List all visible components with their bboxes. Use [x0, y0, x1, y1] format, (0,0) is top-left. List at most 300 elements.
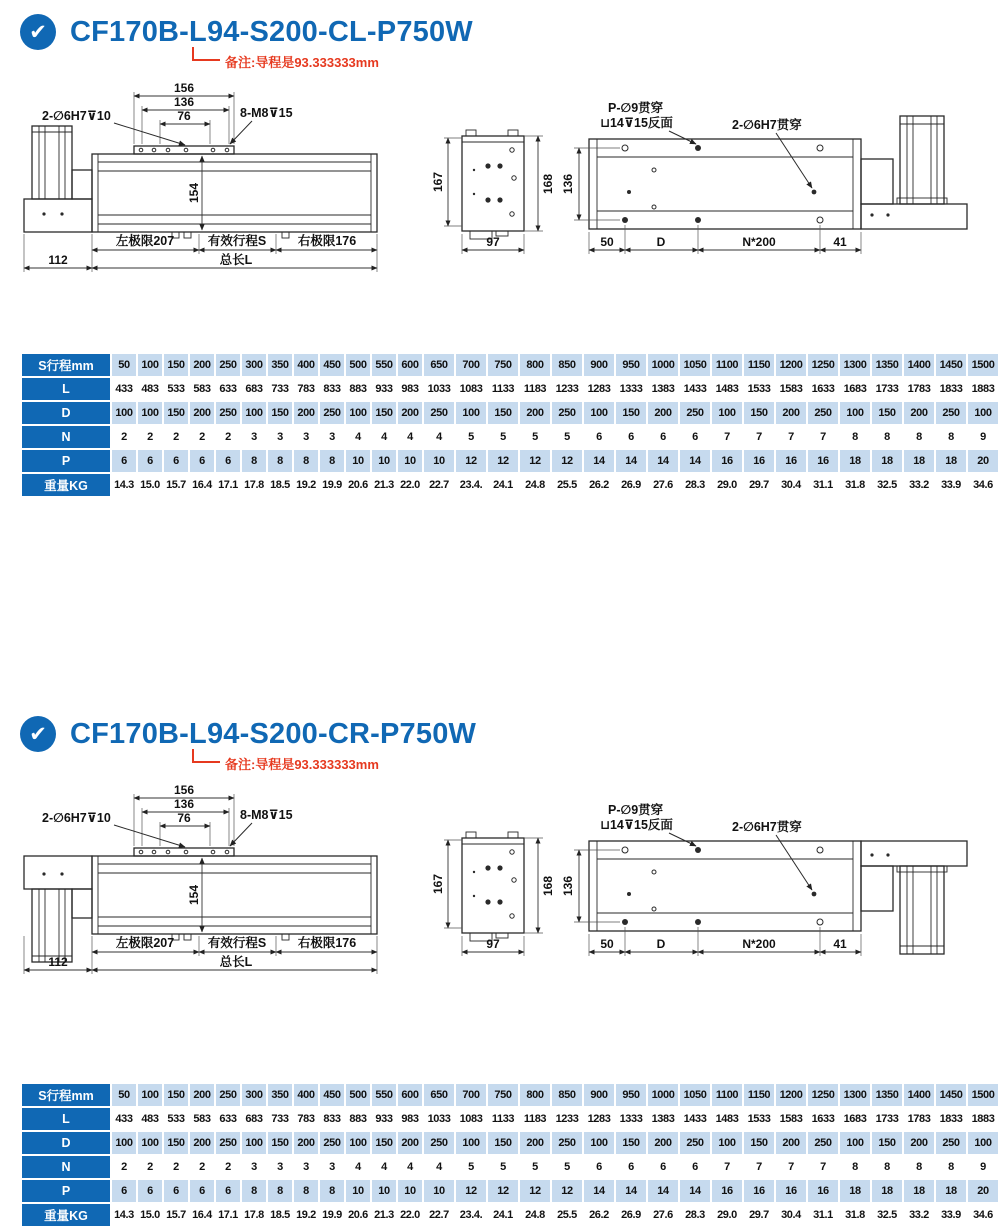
spec-cell: 100 [840, 402, 870, 424]
spec-cell: 26.9 [616, 474, 646, 496]
dim-136: 136 [173, 95, 195, 109]
spec-cell: 32.5 [872, 474, 902, 496]
dim-76: 76 [177, 811, 191, 825]
spec-cell: 18 [872, 450, 902, 472]
spec-cell: 800 [520, 354, 550, 376]
spec-cell: 1450 [936, 1084, 966, 1106]
dim-156: 156 [173, 783, 195, 797]
spec-cell: 100 [138, 1084, 162, 1106]
spec-cell: 12 [456, 1180, 486, 1202]
dim-N200: N*200 [742, 937, 776, 951]
spec-cell: 850 [552, 354, 582, 376]
spec-cell: 2 [190, 1156, 214, 1178]
spec-cell: 19.2 [294, 474, 318, 496]
spec-cell: 20 [968, 1180, 998, 1202]
spec-cell: 1583 [776, 378, 806, 400]
spec-cell: 100 [242, 402, 266, 424]
spec-cell: 6 [648, 1156, 678, 1178]
spec-cell: 5 [456, 426, 486, 448]
spec-cell: 25.5 [552, 474, 582, 496]
spec-cell: 1150 [744, 354, 774, 376]
spec-cell: 24.8 [520, 474, 550, 496]
spec-cell: 17.1 [216, 474, 240, 496]
spec-cell: 22.0 [398, 1204, 422, 1226]
spec-row-d [22, 1132, 998, 1154]
bottom-view [561, 802, 967, 956]
spec-cell: 6 [190, 1180, 214, 1202]
spec-cell: 27.6 [648, 1204, 678, 1226]
note-leader-line [192, 749, 220, 763]
spec-cell: 933 [372, 378, 396, 400]
spec-cell: 8 [872, 426, 902, 448]
spec-cell: 150 [164, 1132, 188, 1154]
spec-cell: 5 [552, 426, 582, 448]
spec-cell: 1433 [680, 378, 710, 400]
spec-cell: 433 [112, 1108, 136, 1130]
bottom-view [561, 100, 967, 254]
spec-cell: 16 [776, 450, 806, 472]
note-leader-line [192, 47, 220, 61]
screw-holes-label: 8-M8⊽15 [240, 808, 293, 822]
spec-row-s [22, 1084, 998, 1106]
dim-right-limit: 右极限176 [297, 936, 357, 950]
spec-cell: 31.1 [808, 474, 838, 496]
note-row [192, 754, 1000, 772]
spec-cell: 14 [680, 450, 710, 472]
spec-row-d [22, 402, 998, 424]
dim-41: 41 [833, 235, 847, 249]
spec-cell: 250 [552, 402, 582, 424]
spec-cell: 2 [164, 1156, 188, 1178]
spec-cell: 17.8 [242, 474, 266, 496]
spec-cell: 1000 [648, 1084, 678, 1106]
spec-cell: 3 [320, 426, 344, 448]
spec-cell: 3 [320, 1156, 344, 1178]
spec-cell: 100 [968, 1132, 998, 1154]
screw-holes-label: 8-M8⊽15 [240, 106, 293, 120]
dim-effective-stroke: 有效行程S [207, 936, 267, 950]
spec-cell: 900 [584, 354, 614, 376]
spec-cell: 733 [268, 378, 292, 400]
motor-unit-icon [24, 126, 92, 232]
spec-cell: 1483 [712, 1108, 742, 1130]
dim-167: 167 [431, 171, 445, 193]
spec-cell: 10 [398, 1180, 422, 1202]
spec-cell: 6 [584, 1156, 614, 1178]
spec-cell: 33.2 [904, 474, 934, 496]
spec-cell: 583 [190, 1108, 214, 1130]
spec-cell: 34.6 [968, 474, 998, 496]
spec-cell: 200 [190, 1132, 214, 1154]
spec-row-label: D [22, 1132, 110, 1154]
technical-drawing-svg [14, 776, 979, 1008]
spec-cell: 15.7 [164, 474, 188, 496]
technical-drawing [14, 74, 1000, 306]
spec-cell: 4 [372, 1156, 396, 1178]
spec-cell: 31.1 [808, 1204, 838, 1226]
spec-cell: 19.2 [294, 1204, 318, 1226]
spec-cell: 4 [424, 1156, 454, 1178]
spec-cell: 12 [488, 1180, 518, 1202]
spec-cell: 7 [744, 426, 774, 448]
spec-cell: 21.3 [372, 1204, 396, 1226]
spec-cell: 150 [372, 1132, 396, 1154]
spec-cell: 7 [808, 1156, 838, 1178]
spec-cell: 150 [616, 1132, 646, 1154]
spec-cell: 250 [216, 402, 240, 424]
spec-cell: 24.8 [520, 1204, 550, 1226]
spec-cell: 1383 [648, 378, 678, 400]
spec-cell: 100 [840, 1132, 870, 1154]
spec-cell: 150 [744, 402, 774, 424]
spec-cell: 18.5 [268, 1204, 292, 1226]
spec-cell: 16.4 [190, 474, 214, 496]
spec-row-label: S行程mm [22, 354, 110, 376]
spec-cell: 8 [268, 1180, 292, 1202]
spec-cell: 150 [164, 354, 188, 376]
spec-cell: 600 [398, 1084, 422, 1106]
spec-cell: 1283 [584, 378, 614, 400]
spec-table [20, 352, 1000, 498]
spec-cell: 100 [968, 402, 998, 424]
spec-cell: 8 [320, 450, 344, 472]
spec-cell: 583 [190, 378, 214, 400]
spec-cell: 7 [776, 1156, 806, 1178]
spec-cell: 783 [294, 1108, 318, 1130]
spec-cell: 1233 [552, 378, 582, 400]
spec-cell: 1683 [840, 1108, 870, 1130]
spec-cell: 300 [242, 354, 266, 376]
spec-cell: 833 [320, 1108, 344, 1130]
spec-cell: 700 [456, 354, 486, 376]
spec-cell: 12 [520, 1180, 550, 1202]
spec-cell: 18 [840, 450, 870, 472]
spec-cell: 18 [936, 1180, 966, 1202]
spec-cell: 550 [372, 1084, 396, 1106]
spec-cell: 2 [112, 426, 136, 448]
spec-cell: 8 [242, 1180, 266, 1202]
spec-cell: 22.7 [424, 474, 454, 496]
spec-cell: 200 [776, 402, 806, 424]
spec-cell: 200 [398, 402, 422, 424]
spec-cell: 250 [424, 402, 454, 424]
spec-cell: 32.5 [872, 1204, 902, 1226]
spec-cell: 883 [346, 378, 370, 400]
spec-cell: 150 [268, 402, 292, 424]
spec-cell: 8 [840, 426, 870, 448]
spec-cell: 16 [808, 1180, 838, 1202]
spec-cell: 16 [744, 450, 774, 472]
spec-cell: 150 [488, 402, 518, 424]
spec-cell: 250 [936, 1132, 966, 1154]
spec-cell: 733 [268, 1108, 292, 1130]
spec-cell: 200 [190, 1084, 214, 1106]
dim-effective-stroke: 有效行程S [207, 234, 267, 248]
dim-112: 112 [48, 955, 68, 969]
spec-cell: 6 [112, 1180, 136, 1202]
spec-cell: 600 [398, 354, 422, 376]
dim-136-bottom: 136 [561, 173, 575, 195]
spec-cell: 6 [112, 450, 136, 472]
spec-cell: 14.3 [112, 474, 136, 496]
spec-cell: 100 [456, 402, 486, 424]
spec-cell: 8 [320, 1180, 344, 1202]
spec-cell: 18 [904, 450, 934, 472]
spec-cell: 150 [616, 402, 646, 424]
spec-cell: 6 [680, 1156, 710, 1178]
spec-cell: 350 [268, 1084, 292, 1106]
pin-through-label: 2-∅6H7贯穿 [732, 820, 802, 834]
spec-cell: 250 [808, 402, 838, 424]
dim-97: 97 [486, 235, 500, 249]
spec-cell: 4 [398, 1156, 422, 1178]
dim-136: 136 [173, 797, 195, 811]
spec-cell: 933 [372, 1108, 396, 1130]
spec-cell: 26.2 [584, 1204, 614, 1226]
spec-cell: 6 [648, 426, 678, 448]
spec-cell: 24.1 [488, 474, 518, 496]
spec-cell: 483 [138, 378, 162, 400]
spec-cell: 100 [138, 354, 162, 376]
spec-cell: 883 [346, 1108, 370, 1130]
spec-cell: 250 [936, 402, 966, 424]
spec-row-p [22, 1180, 998, 1202]
spec-cell: 500 [346, 1084, 370, 1106]
spec-cell: 1883 [968, 1108, 998, 1130]
spec-cell: 34.6 [968, 1204, 998, 1226]
spec-cell: 20.6 [346, 474, 370, 496]
spec-cell: 433 [112, 378, 136, 400]
spec-cell: 450 [320, 1084, 344, 1106]
spec-cell: 31.8 [840, 1204, 870, 1226]
spec-cell: 100 [346, 1132, 370, 1154]
spec-cell: 1300 [840, 354, 870, 376]
spec-cell: 3 [294, 426, 318, 448]
spec-row-label: L [22, 378, 110, 400]
spec-cell: 1733 [872, 378, 902, 400]
spec-cell: 6 [164, 450, 188, 472]
spec-cell: 683 [242, 378, 266, 400]
spec-cell: 1183 [520, 1108, 550, 1130]
spec-cell: 2 [138, 1156, 162, 1178]
dim-N200: N*200 [742, 235, 776, 249]
spec-cell: 16 [712, 1180, 742, 1202]
spec-cell: 150 [488, 1132, 518, 1154]
spec-cell: 100 [456, 1132, 486, 1154]
front-view [24, 81, 377, 272]
spec-cell: 14.3 [112, 1204, 136, 1226]
spec-cell: 29.7 [744, 474, 774, 496]
spec-cell: 8 [904, 426, 934, 448]
spec-cell: 3 [268, 1156, 292, 1178]
spec-cell: 250 [424, 1132, 454, 1154]
spec-cell: 1883 [968, 378, 998, 400]
spec-cell: 683 [242, 1108, 266, 1130]
spec-row-n [22, 426, 998, 448]
spec-cell: 3 [294, 1156, 318, 1178]
spec-cell: 15.7 [164, 1204, 188, 1226]
spec-cell: 22.7 [424, 1204, 454, 1226]
spec-cell: 1350 [872, 1084, 902, 1106]
spec-cell: 200 [648, 402, 678, 424]
spec-cell: 250 [552, 1132, 582, 1154]
spec-cell: 14 [616, 450, 646, 472]
spec-cell: 200 [520, 402, 550, 424]
spec-cell: 26.9 [616, 1204, 646, 1226]
spec-cell: 1333 [616, 1108, 646, 1130]
end-view [431, 130, 555, 254]
spec-cell: 100 [112, 402, 136, 424]
spec-cell: 10 [346, 1180, 370, 1202]
motor-unit-icon [861, 841, 967, 954]
spec-cell: 200 [520, 1132, 550, 1154]
spec-cell: 31.8 [840, 474, 870, 496]
dim-left-limit: 左极限207 [115, 936, 175, 950]
spec-cell: 1733 [872, 1108, 902, 1130]
spec-cell: 1300 [840, 1084, 870, 1106]
spec-cell: 200 [904, 1132, 934, 1154]
spec-cell: 1633 [808, 378, 838, 400]
spec-cell: 1500 [968, 1084, 998, 1106]
spec-cell: 650 [424, 1084, 454, 1106]
spec-cell: 6 [190, 450, 214, 472]
spec-cell: 25.5 [552, 1204, 582, 1226]
spec-cell: 20 [968, 450, 998, 472]
spec-cell: 6 [216, 450, 240, 472]
note-row [192, 52, 1000, 70]
spec-cell: 7 [808, 426, 838, 448]
spec-cell: 6 [164, 1180, 188, 1202]
spec-cell: 100 [712, 402, 742, 424]
spec-cell: 1133 [488, 378, 518, 400]
spec-cell: 33.9 [936, 1204, 966, 1226]
spec-row-label: P [22, 1180, 110, 1202]
spec-cell: 850 [552, 1084, 582, 1106]
spec-row-label: P [22, 450, 110, 472]
spec-cell: 7 [776, 426, 806, 448]
spec-cell: 6 [216, 1180, 240, 1202]
spec-cell: 250 [680, 402, 710, 424]
spec-cell: 30.4 [776, 474, 806, 496]
spec-cell: 6 [138, 450, 162, 472]
spec-cell: 8 [936, 1156, 966, 1178]
spec-cell: 12 [456, 450, 486, 472]
spec-cell: 7 [712, 426, 742, 448]
spec-cell: 450 [320, 354, 344, 376]
spec-cell: 16 [712, 450, 742, 472]
dim-154: 154 [187, 182, 201, 204]
spec-row-label: 重量KG [22, 1204, 110, 1226]
spec-cell: 4 [372, 426, 396, 448]
section-header [0, 0, 1000, 52]
spec-cell: 400 [294, 1084, 318, 1106]
spec-cell: 8 [294, 1180, 318, 1202]
spec-cell: 200 [294, 402, 318, 424]
spec-cell: 12 [520, 450, 550, 472]
spec-cell: 633 [216, 378, 240, 400]
spec-cell: 10 [424, 1180, 454, 1202]
motor-unit-icon [861, 116, 967, 229]
spec-cell: 1000 [648, 354, 678, 376]
model-title: CF170B-L94-S200-CR-P750W [70, 717, 477, 750]
spec-cell: 1333 [616, 378, 646, 400]
spec-cell: 1050 [680, 354, 710, 376]
spec-cell: 200 [648, 1132, 678, 1154]
spec-cell: 14 [584, 1180, 614, 1202]
spec-row-label: L [22, 1108, 110, 1130]
spec-cell: 1083 [456, 1108, 486, 1130]
section-header [0, 702, 1000, 754]
spec-cell: 1450 [936, 354, 966, 376]
spec-cell: 50 [112, 1084, 136, 1106]
spec-cell: 1833 [936, 378, 966, 400]
spec-cell: 533 [164, 378, 188, 400]
spec-cell: 700 [456, 1084, 486, 1106]
spec-cell: 16 [776, 1180, 806, 1202]
spec-cell: 18 [840, 1180, 870, 1202]
spec-cell: 6 [138, 1180, 162, 1202]
spec-cell: 2 [216, 1156, 240, 1178]
spec-cell: 10 [372, 450, 396, 472]
spec-cell: 23.4. [456, 474, 486, 496]
spec-cell: 22.0 [398, 474, 422, 496]
spec-cell: 14 [616, 1180, 646, 1202]
spec-cell: 29.7 [744, 1204, 774, 1226]
spec-cell: 150 [372, 402, 396, 424]
dim-136-bottom: 136 [561, 875, 575, 897]
spec-cell: 5 [552, 1156, 582, 1178]
spec-row-n [22, 1156, 998, 1178]
spec-cell: 1233 [552, 1108, 582, 1130]
spec-cell: 2 [216, 426, 240, 448]
spec-cell: 1200 [776, 1084, 806, 1106]
spec-cell: 4 [346, 426, 370, 448]
spec-cell: 8 [242, 450, 266, 472]
spec-cell: 800 [520, 1084, 550, 1106]
spec-cell: 100 [346, 402, 370, 424]
spec-cell: 6 [616, 1156, 646, 1178]
spec-cell: 783 [294, 378, 318, 400]
spec-cell: 950 [616, 1084, 646, 1106]
spec-cell: 1783 [904, 1108, 934, 1130]
spec-row-label: 重量KG [22, 474, 110, 496]
check-icon: ✔ [20, 14, 56, 50]
spec-cell: 8 [840, 1156, 870, 1178]
spec-cell: 50 [112, 354, 136, 376]
spec-cell: 5 [520, 1156, 550, 1178]
spec-cell: 21.3 [372, 474, 396, 496]
spec-cell: 7 [744, 1156, 774, 1178]
spec-cell: 14 [648, 1180, 678, 1202]
spec-cell: 750 [488, 354, 518, 376]
spec-cell: 2 [164, 426, 188, 448]
spec-cell: 550 [372, 354, 396, 376]
spec-cell: 1533 [744, 378, 774, 400]
spec-cell: 2 [138, 426, 162, 448]
spec-row-s [22, 354, 998, 376]
spec-cell: 150 [872, 1132, 902, 1154]
spec-cell: 27.6 [648, 474, 678, 496]
spec-cell: 100 [112, 1132, 136, 1154]
dim-D: D [656, 937, 666, 951]
spec-cell: 5 [488, 1156, 518, 1178]
spec-cell: 4 [346, 1156, 370, 1178]
dim-left-limit: 左极限207 [115, 234, 175, 248]
spec-cell: 983 [398, 1108, 422, 1130]
spec-cell: 250 [216, 1132, 240, 1154]
spec-cell: 24.1 [488, 1204, 518, 1226]
spec-cell: 19.9 [320, 474, 344, 496]
